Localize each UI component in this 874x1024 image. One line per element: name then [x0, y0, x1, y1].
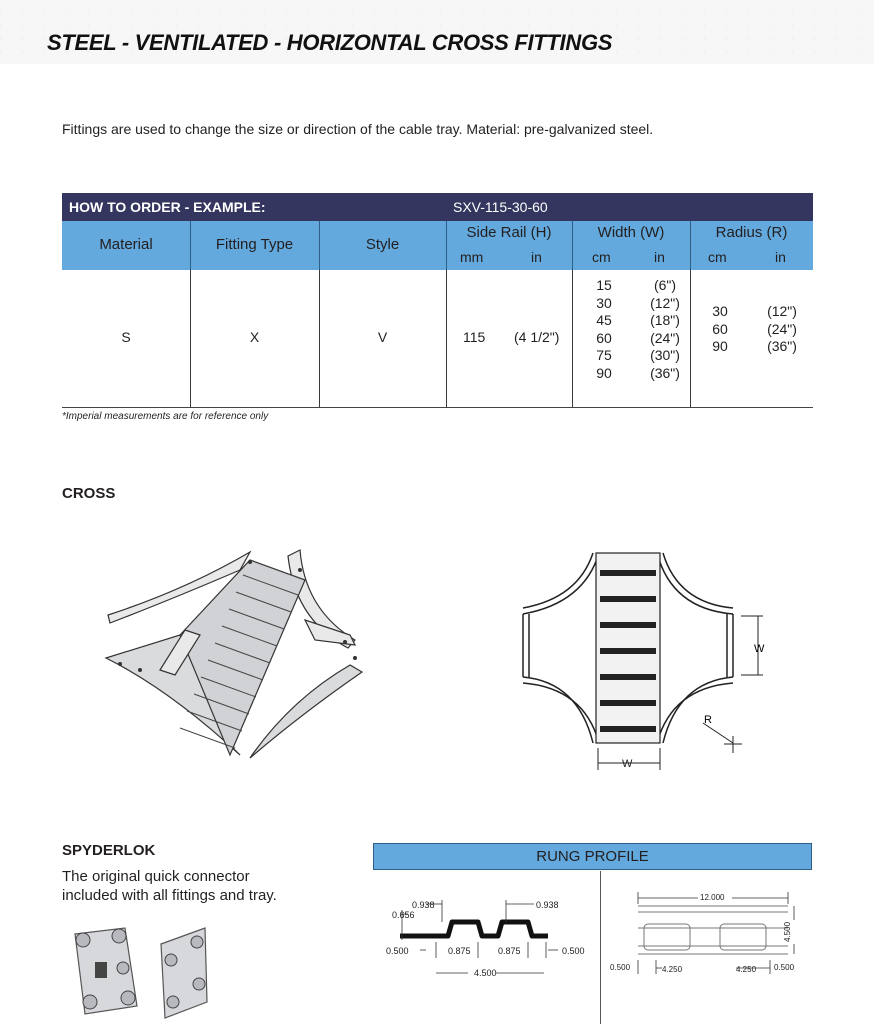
how-to-order-label: HOW TO ORDER - EXAMPLE: — [69, 199, 266, 215]
width-in-list — [645, 277, 685, 382]
dim-4500-vertical: 4.500 — [783, 921, 792, 942]
value-side-rail-in: (4 1/2") — [514, 329, 560, 345]
dim-0500-b: 0.500 — [774, 963, 795, 972]
spyderlok-heading: SPYDERLOK — [62, 842, 156, 859]
radius-in: (36") — [767, 338, 797, 354]
unit-in-radius: in — [775, 249, 786, 265]
width-cm-list — [592, 277, 616, 382]
dim-0500-right: 0.500 — [562, 946, 585, 956]
order-table-body — [62, 270, 813, 408]
spyderlok-description — [62, 867, 277, 905]
dim-0938-b: 0.938 — [536, 900, 559, 910]
dim-4250-a: 4.250 — [662, 965, 683, 974]
dim-r: R — [704, 714, 712, 726]
width-cm: 15 — [596, 277, 612, 293]
width-cm: 90 — [596, 364, 612, 381]
width-in: (30") — [650, 347, 680, 363]
page-title: STEEL - VENTILATED - HORIZONTAL CROSS FITTINGS — [47, 30, 613, 55]
unit-cm-radius: cm — [708, 249, 727, 265]
radius-in: (24") — [767, 320, 797, 337]
dim-0656: 0.656 — [392, 910, 415, 920]
spyderlok-connector-drawing — [65, 924, 225, 1019]
radius-cm: 60 — [712, 320, 728, 337]
value-side-rail-mm: 115 — [463, 329, 486, 345]
value-style: V — [377, 329, 388, 345]
radius-in-list — [762, 303, 802, 356]
dim-0500-left: 0.500 — [386, 946, 409, 956]
dim-12000: 12.000 — [700, 893, 725, 902]
spyderlok-line-2: included with all fittings and tray. — [62, 887, 277, 904]
dim-0500-a: 0.500 — [610, 963, 631, 972]
width-in: (6") — [653, 277, 677, 293]
dim-w-side: W — [754, 643, 765, 655]
value-fitting-type: X — [249, 329, 260, 345]
value-material: S — [121, 329, 131, 345]
rung-profile-plan-drawing — [608, 888, 812, 988]
dim-0875-b: 0.875 — [498, 946, 521, 956]
example-code: SXV-115-30-60 — [453, 199, 548, 215]
cross-plan-drawing — [518, 548, 788, 778]
order-table — [62, 193, 813, 408]
spyderlok-line-1: The original quick connector — [62, 868, 250, 885]
width-in: (18") — [650, 312, 680, 328]
dim-0938-a: 0.938 — [412, 900, 435, 910]
col-side-rail: Side Rail (H) — [466, 224, 552, 241]
col-style: Style — [365, 236, 400, 253]
rung-profile-section-drawing — [378, 892, 600, 987]
col-fitting-type: Fitting Type — [215, 236, 294, 253]
dim-0875-a: 0.875 — [448, 946, 471, 956]
radius-cm: 90 — [712, 338, 728, 354]
col-material: Material — [99, 236, 153, 253]
radius-cm: 30 — [712, 303, 728, 319]
width-cm: 30 — [596, 294, 612, 311]
cross-isometric-drawing — [100, 540, 380, 770]
unit-cm-width: cm — [592, 249, 611, 265]
dim-w-bottom: W — [622, 758, 633, 770]
intro-text: Fittings are used to change the size or direction of the cable tray. Material: pre-galvanized steel. — [62, 121, 654, 137]
col-radius: Radius (R) — [715, 224, 788, 241]
width-in: (12") — [650, 294, 680, 311]
width-cm: 45 — [596, 312, 612, 328]
width-in: (24") — [650, 329, 680, 346]
rung-profile-header: RUNG PROFILE — [373, 843, 812, 870]
imperial-note: *Imperial measurements are for reference only — [62, 411, 269, 422]
dim-4250-b: 4.250 — [736, 965, 757, 974]
width-cm: 60 — [596, 329, 612, 346]
width-in: (36") — [650, 364, 680, 381]
order-table-header — [62, 221, 813, 270]
unit-in-rail: in — [531, 249, 542, 265]
unit-in-width: in — [654, 249, 665, 265]
col-width: Width (W) — [597, 224, 665, 241]
dim-4500: 4.500 — [474, 968, 497, 978]
radius-in: (12") — [767, 303, 797, 319]
unit-mm: mm — [460, 249, 484, 265]
order-table-title-bar — [62, 193, 813, 221]
radius-cm-list — [708, 303, 732, 356]
width-cm: 75 — [596, 347, 612, 363]
rung-profile-divider — [600, 871, 601, 1024]
cross-heading: CROSS — [62, 485, 116, 502]
